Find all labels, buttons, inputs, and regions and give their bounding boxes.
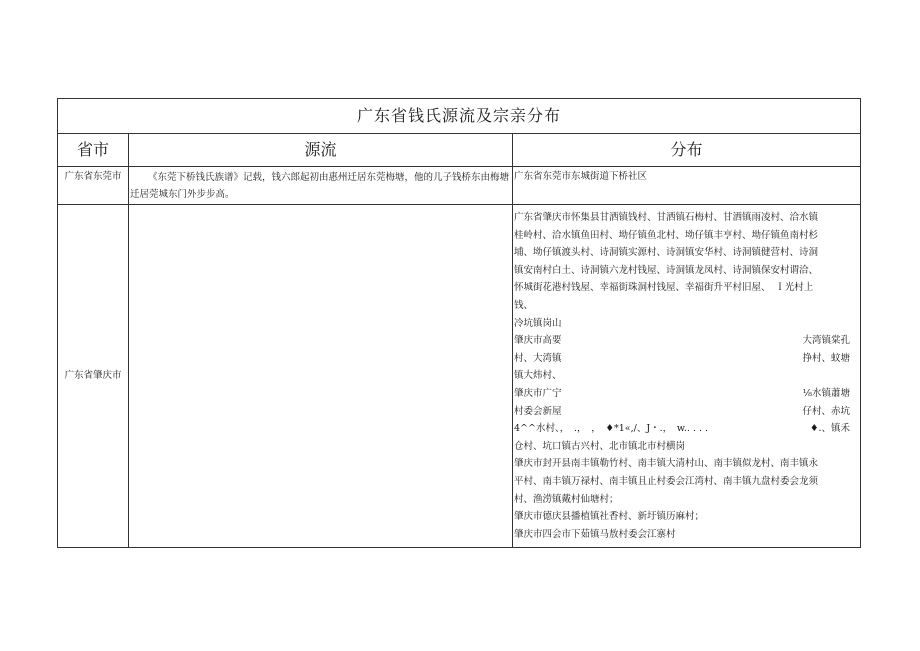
distribution-line: 冷坑镇岗山	[514, 317, 562, 329]
distribution-line: 埔、坳仔镇渡头村、诗洞镇实源村、诗洞镇安华村、诗洞镇健营村、诗洞	[514, 247, 819, 259]
line-left-text: 镇大炜村、	[514, 370, 562, 382]
distribution-line: 肇庆市封开县南丰镇勒竹村、南丰镇大清村山、南丰镇似龙村、南丰镇永	[514, 458, 819, 470]
distribution-line: 仓村、坑口镇古兴村、北市镇北市村横岗	[514, 440, 686, 452]
line-right-text: ♦.、镇禾	[809, 423, 850, 435]
header-province: 省市	[76, 140, 109, 159]
line-right-text: 仔村、赤坑	[802, 405, 850, 417]
distribution-line: 肇庆市四会市下茹镇马敖村委会江寨村	[514, 528, 676, 540]
distribution-line	[514, 332, 856, 350]
table-row-zhaoqing	[58, 205, 860, 547]
line-right-text: 挣村、蚊塘	[802, 352, 850, 364]
line-left-text: 4^^水村、， .， ， ♦*1«,/、J・.， w.. . . .	[514, 423, 709, 435]
province-cell: 广东省肇庆市	[64, 370, 122, 381]
line-left-text: 村、大湾镇	[514, 352, 562, 364]
header-distribution: 分布	[670, 140, 703, 159]
distribution-cell: 广东省东莞市东城街道下桥社区	[514, 171, 648, 182]
table-title: 广东省钱氏源流及宗亲分布	[58, 99, 860, 134]
distribution-line	[514, 367, 856, 385]
province-cell: 广东省东莞市	[64, 171, 122, 182]
distribution-line	[514, 350, 856, 368]
distribution-line	[514, 420, 856, 438]
distribution-line: 镇安南村白土、诗洞镇六龙村钱屋、诗洞镇龙凤村、诗洞镇保安村谓洽、	[514, 264, 819, 276]
line-left-text: 村委会新屋	[514, 405, 562, 417]
distribution-line: 怀城街花港村钱屋、幸福街珠洞村钱屋、幸福街升平村旧屋、 Ｉ光村上	[514, 282, 814, 294]
distribution-line: 村、渔涝镇戴村仙塘村；	[514, 493, 619, 505]
header-source: 源流	[304, 140, 337, 159]
table-row-dongguan	[58, 167, 860, 205]
distribution-line: 肇庆市德庆县播植镇社香村、新圩镇历麻村；	[514, 511, 705, 523]
header-row	[58, 134, 860, 167]
distribution-line: 钱、	[514, 299, 534, 311]
line-right-text: 大湾镇棠孔	[802, 335, 850, 347]
distribution-line	[514, 403, 856, 421]
distribution-line: 平村、南丰镇万禄村、南丰镇且止村委会江湾村、南丰镇九盘村委会龙须	[514, 475, 819, 487]
line-left-text: 肇庆市高要	[514, 335, 562, 347]
line-right-text: ⅛水镇蕭塘	[802, 387, 850, 399]
distribution-line	[514, 385, 856, 403]
distribution-cell	[514, 209, 856, 543]
distribution-line: 广东省肇庆市怀集县甘洒镇钱村、甘洒镇石梅村、甘洒镇雨凌村、洽水镇	[514, 212, 819, 223]
distribution-line: 桂岭村、洽水镇鱼田村、坳仔镇鱼北村、坳仔镇丰亨村、坳仔镇鱼南村杉	[514, 229, 819, 241]
clan-distribution-table	[57, 98, 861, 548]
line-left-text: 肇庆市广宁	[514, 387, 562, 399]
source-cell: 《东莞下桥钱氏族谱》记载，钱六郎起初由惠州迁居东莞梅塘，他的儿子钱桥东由梅塘迁居莞城东门外步步高。	[130, 172, 510, 200]
